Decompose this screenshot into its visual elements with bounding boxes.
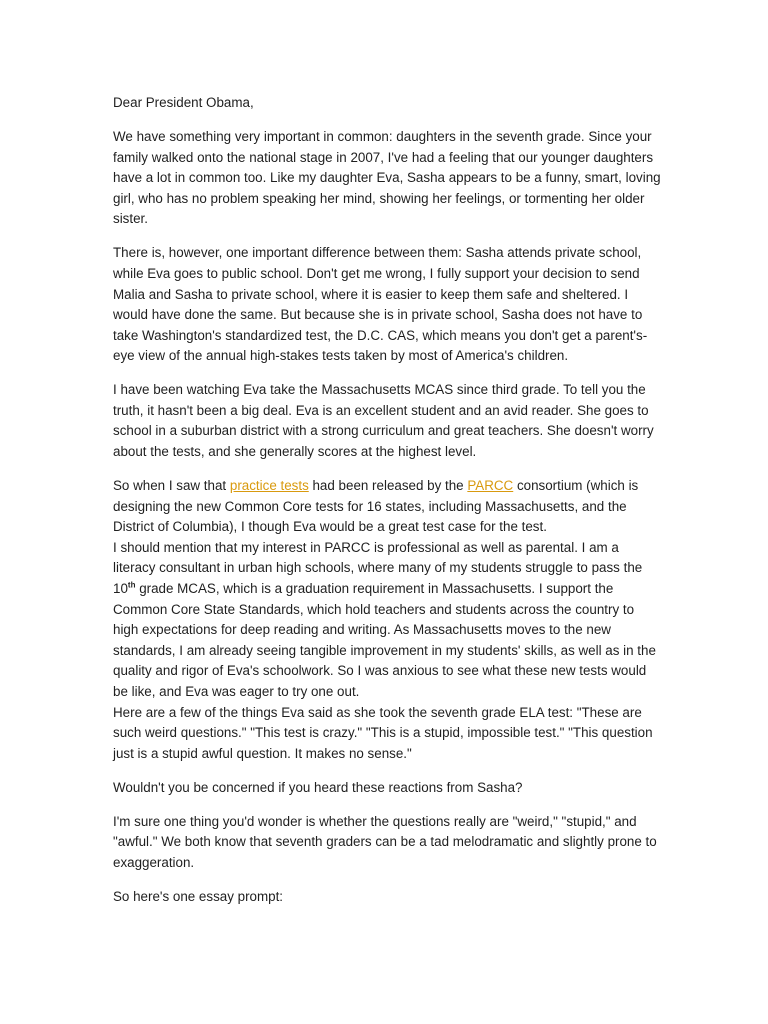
paragraph-sasha-question: Wouldn't you be concerned if you heard these reactions from Sasha? (113, 779, 523, 795)
text-segment: So when I saw that (113, 478, 230, 494)
paragraph-practice-tests (113, 476, 661, 538)
salutation: Dear President Obama, (113, 95, 254, 110)
ordinal-superscript: th (127, 580, 136, 590)
paragraph-professional-interest (113, 538, 661, 703)
text-segment: consortium (which is designing the new Common Core tests for 16 states, including Massachusetts, and the District of Columbia), I though Eva would be a great test case for the test. (113, 478, 639, 535)
text-segment: I should mention that my interest in PARCC is professional as well as parental. I am a literacy consultant in urban high schools, where many of my students struggle to pass the 10 (113, 539, 643, 597)
letter-document (113, 93, 661, 921)
text-segment: grade MCAS, which is a graduation requirement in Massachusetts. I support the Common Core State Standards, which hold teachers and students across the country to high expectations for deep reading and writing. As Massachusetts moves to the new standards, I am already seeing tangible improvement in my students' skills, as well as in the quality and rigor of Eva's schoolwork. So I was anxious to see what these new tests would be like, and Eva was eager to try one out. (113, 581, 656, 699)
parcc-link[interactable]: PARCC (467, 478, 514, 494)
practice-tests-link[interactable]: practice tests (229, 478, 309, 494)
paragraph-eva-quotes: Here are a few of the things Eva said as she took the seventh grade ELA test: "These are such weird questions." "This test is crazy." "This is a stupid, impossible test." "This question just is a stupid awful question. It makes no sense." (113, 704, 653, 761)
paragraph-private-school: There is, however, one important difference between them: Sasha attends private school, while Eva goes to public school. Don't get me wrong, I fully support your decision to send Malia and Sasha to private school, where it is easier to keep them safe and sheltered. I would have done the same. But because she is in private school, Sasha does not have to take Washington's standardized test, the D.C. CAS, which means you don't get a parent's-eye view of the annual high-stakes tests taken by most of America's children. (113, 245, 648, 364)
paragraph-weird-stupid-awful: I'm sure one thing you'd wonder is whether the questions really are "weird," "stupid," and "awful." We both know that seventh graders can be a tad melodramatic and slightly prone to exaggeration. (113, 813, 657, 870)
paragraph-mcas-experience: I have been watching Eva take the Massachusetts MCAS since third grade. To tell you the truth, it hasn't been a big deal. Eva is an excellent student and an avid reader. She goes to school in a suburban district with a strong curriculum and great teachers. She doesn't worry about the tests, and she generally scores at the highest level. (113, 382, 654, 460)
text-segment: had been released by the (308, 478, 468, 494)
paragraph-common-daughters: We have something very important in common: daughters in the seventh grade. Since your family walked onto the national stage in 2007, I've had a feeling that our younger daughters have a lot in common too. Like my daughter Eva, Sasha appears to be a funny, smart, loving girl, who has no problem speaking her mind, showing her feelings, or tormenting her older sister. (113, 128, 661, 227)
paragraph-essay-prompt: So here's one essay prompt: (113, 888, 284, 904)
